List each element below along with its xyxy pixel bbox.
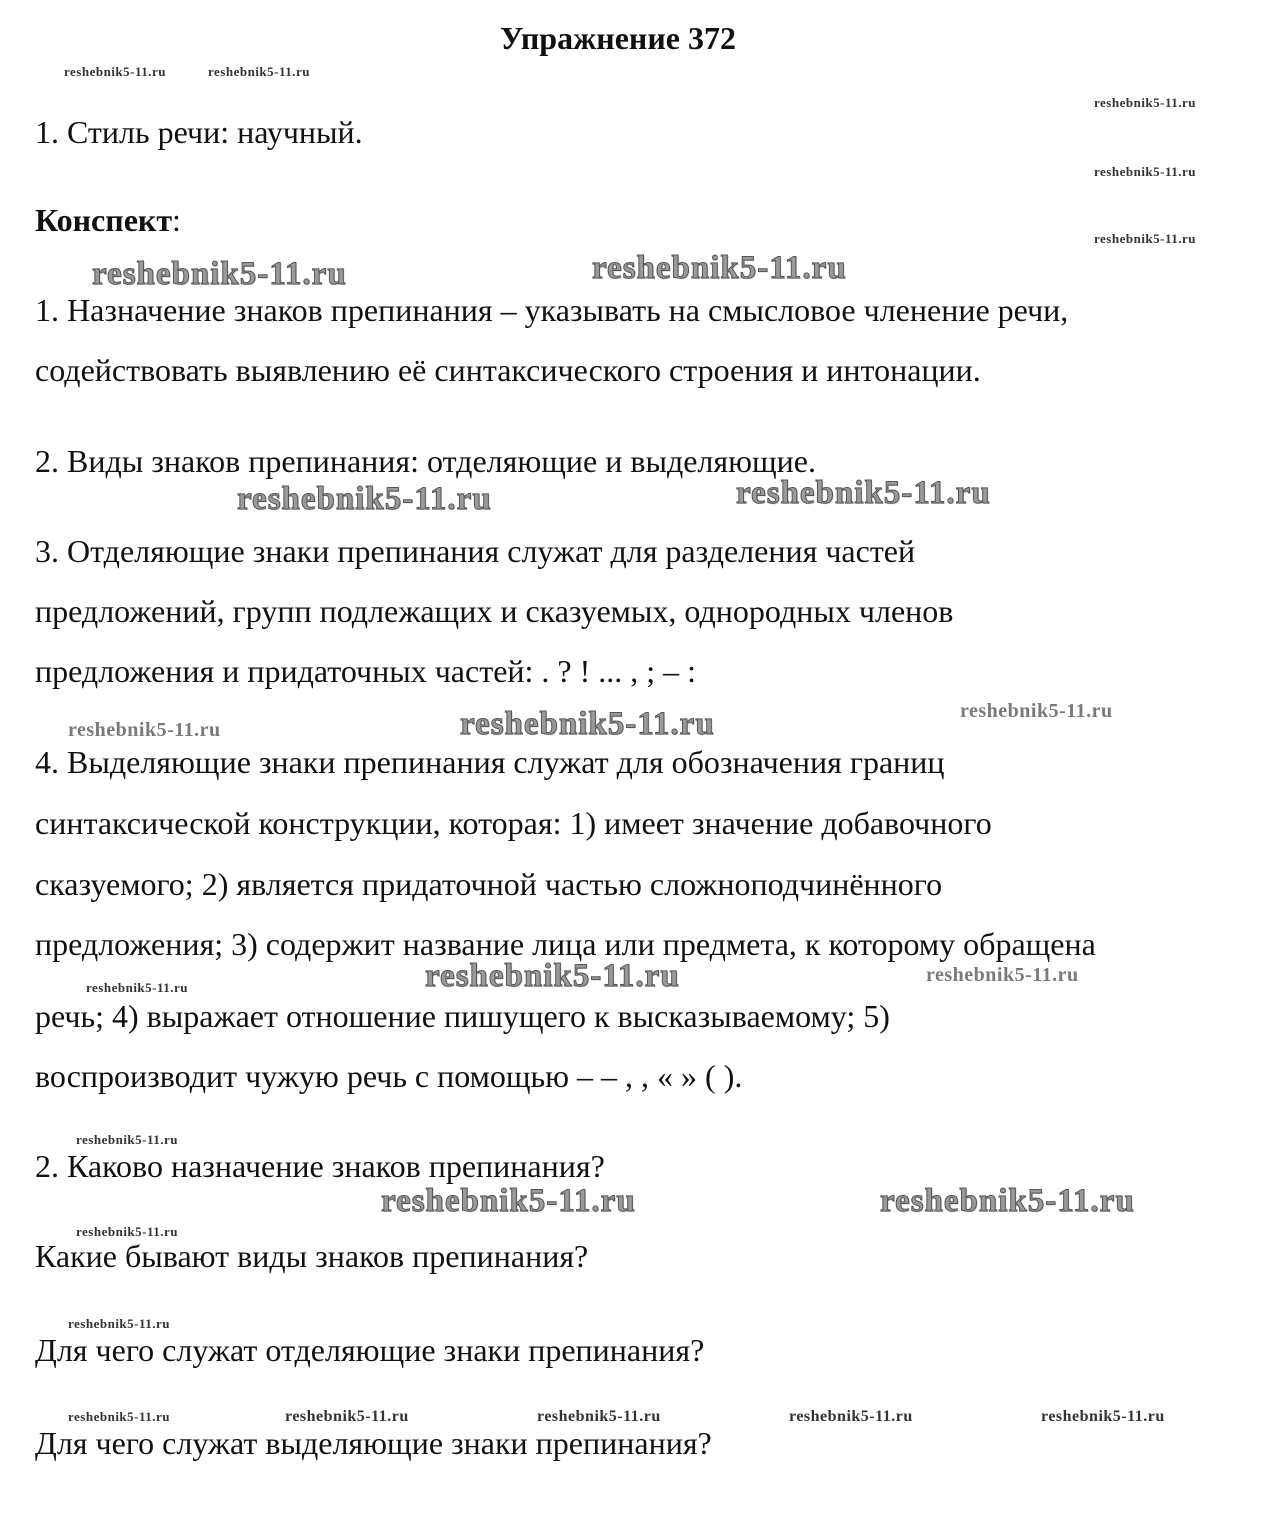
- paragraph-4-line-2: синтаксической конструкции, которая: 1) имеет значение добавочного: [35, 805, 992, 841]
- paragraph-4-line-5: речь; 4) выражает отношение пишущего к высказываемому; 5): [35, 998, 890, 1034]
- watermark: reshebnik5-11.ru: [237, 481, 492, 517]
- watermark: reshebnik5-11.ru: [789, 1408, 913, 1425]
- watermark: reshebnik5-11.ru: [880, 1183, 1135, 1219]
- watermark: reshebnik5-11.ru: [76, 1224, 179, 1239]
- exercise-title: Упражнение 372: [499, 20, 736, 56]
- watermark: reshebnik5-11.ru: [68, 1316, 171, 1331]
- watermark: reshebnik5-11.ru: [1041, 1408, 1165, 1425]
- watermark: reshebnik5-11.ru: [1094, 95, 1197, 110]
- paragraph-3-line-2: предложений, групп подлежащих и сказуемых, однородных членов: [35, 593, 954, 629]
- watermark: reshebnik5-11.ru: [736, 475, 991, 511]
- question-1: 2. Каково назначение знаков препинания?: [35, 1148, 605, 1184]
- watermark: reshebnik5-11.ru: [381, 1183, 636, 1219]
- konspekt-colon: :: [172, 202, 181, 238]
- watermark: reshebnik5-11.ru: [68, 719, 221, 741]
- paragraph-4-line-1: 4. Выделяющие знаки препинания служат для обозначения границ: [35, 744, 945, 780]
- konspekt-heading: [35, 200, 181, 240]
- paragraph-1-line-2: содействовать выявлению её синтаксического строения и интонации.: [35, 352, 981, 388]
- watermark: reshebnik5-11.ru: [960, 700, 1113, 722]
- question-4: Для чего служат выделяющие знаки препинания?: [35, 1425, 712, 1461]
- watermark: reshebnik5-11.ru: [1094, 164, 1197, 179]
- watermark: reshebnik5-11.ru: [460, 706, 715, 742]
- watermark: reshebnik5-11.ru: [64, 64, 167, 79]
- watermark: reshebnik5-11.ru: [592, 250, 847, 286]
- question-3: Для чего служат отделяющие знаки препинания?: [35, 1332, 705, 1368]
- watermark: reshebnik5-11.ru: [425, 958, 680, 994]
- paragraph-4-line-4: предложения; 3) содержит название лица или предмета, к которому обращена: [35, 926, 1096, 962]
- paragraph-3-line-1: 3. Отделяющие знаки препинания служат для разделения частей: [35, 533, 916, 569]
- question-2: Какие бывают виды знаков препинания?: [35, 1238, 589, 1274]
- watermark: reshebnik5-11.ru: [92, 256, 347, 292]
- watermark: reshebnik5-11.ru: [1094, 231, 1197, 246]
- watermark: reshebnik5-11.ru: [68, 1409, 171, 1424]
- watermark: reshebnik5-11.ru: [537, 1408, 661, 1425]
- watermark: reshebnik5-11.ru: [208, 64, 311, 79]
- watermark: reshebnik5-11.ru: [76, 1132, 179, 1147]
- konspekt-label: Конспект: [35, 202, 173, 238]
- paragraph-4-line-3: сказуемого; 2) является придаточной частью сложноподчинённого: [35, 866, 943, 902]
- watermark: reshebnik5-11.ru: [285, 1408, 409, 1425]
- paragraph-4-line-6: воспроизводит чужую речь с помощью – – , , « » ( ).: [35, 1058, 743, 1094]
- watermark: reshebnik5-11.ru: [926, 964, 1079, 986]
- paragraph-3-line-3: предложения и придаточных частей: . ? ! ... , ; – :: [35, 653, 697, 689]
- speech-style-line: 1. Стиль речи: научный.: [35, 114, 363, 150]
- paragraph-1-line-1: 1. Назначение знаков препинания – указывать на смысловое членение речи,: [35, 292, 1069, 328]
- paragraph-2-line-1: 2. Виды знаков препинания: отделяющие и выделяющие.: [35, 443, 816, 479]
- watermark: reshebnik5-11.ru: [86, 980, 189, 995]
